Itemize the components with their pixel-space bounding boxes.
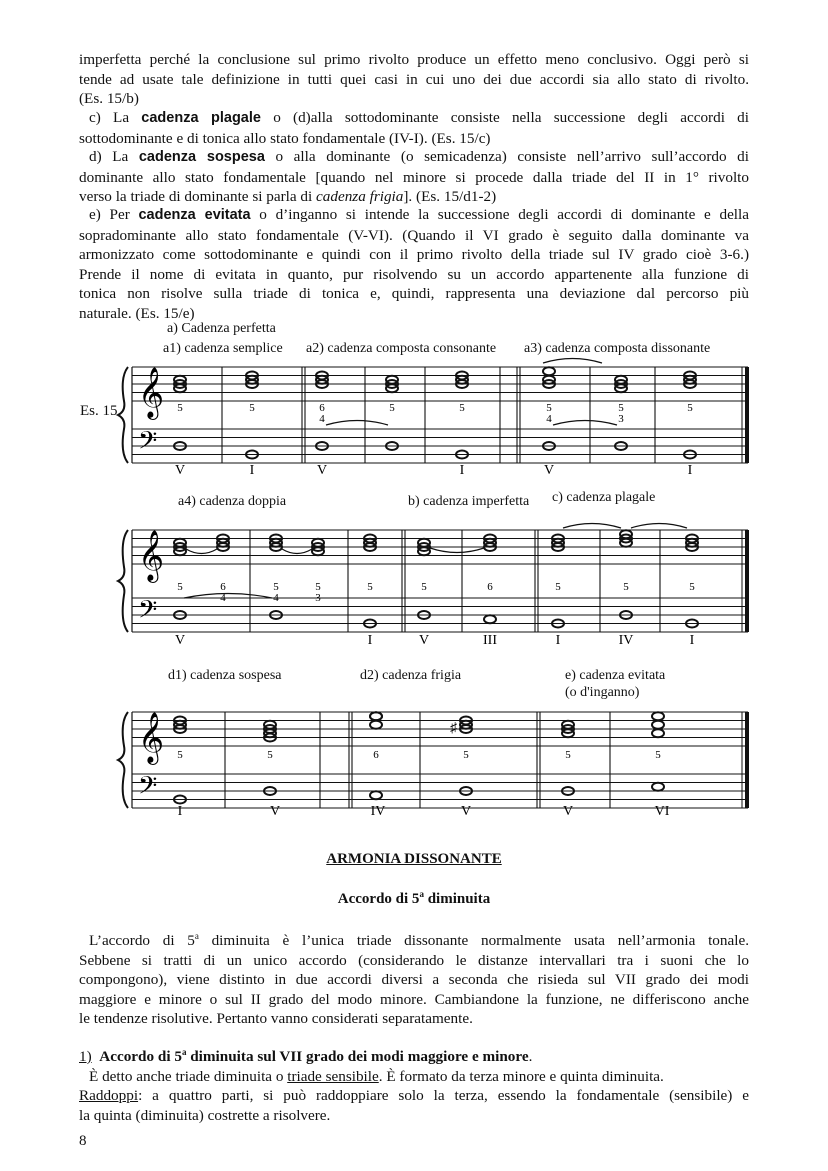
figured-bass-number: 5 (267, 749, 273, 761)
section-title: ARMONIA DISSONANTE (326, 851, 502, 867)
figured-bass-number: 5 (459, 402, 465, 414)
figured-bass-number: 5 (389, 402, 395, 414)
figured-bass-number: 4 (273, 592, 279, 604)
text-line: e) Per cadenza evitata o d’inganno si intende la successione degli accordi di dominante e della (89, 206, 749, 223)
figured-bass-number: 5 (273, 581, 279, 593)
roman-numeral: V (174, 633, 186, 648)
caption-cadenza-perfetta: a) Cadenza perfetta (167, 321, 276, 336)
paragraph-deceptive (79, 205, 749, 323)
figured-bass-number: 5 (249, 402, 255, 414)
text-line: d) La cadenza sospesa o alla dominante (o semicadenza) consiste nell’arrivo sull’accordo di (89, 148, 749, 165)
whole-note (370, 712, 382, 720)
figured-bass-number: 5 (367, 581, 373, 593)
term-cadenza-plagale: cadenza plagale (141, 110, 261, 126)
whole-note (370, 721, 382, 729)
bass-clef-icon: 𝄢 (138, 772, 158, 806)
treble-clef-icon: 𝄞 (138, 531, 165, 580)
roman-numeral: I (367, 633, 373, 648)
example-label: Es. 15 (80, 403, 118, 419)
paragraph-suspended (79, 147, 749, 207)
figured-bass-number: 6 (319, 402, 325, 414)
term-cadenza-evitata: cadenza evitata (138, 207, 251, 223)
paragraph-plagal (79, 108, 749, 148)
figured-bass-number: 5 (555, 581, 561, 593)
text-line: (Es. 15/b) (79, 90, 139, 107)
brace (118, 712, 128, 808)
text-line: la quinta (diminuita) costrette a risolvere. (79, 1106, 331, 1124)
brace (118, 367, 128, 463)
figured-bass-number: 5 (315, 581, 321, 593)
figured-bass-number: 6 (373, 749, 379, 761)
tie (326, 421, 388, 426)
text-line: dominante allo stato fondamentale [quando nel minore si procede dalla triade del II in 1° rivolto (79, 168, 749, 186)
bass-clef-icon: 𝄢 (138, 427, 158, 461)
caption-d1: d1) cadenza sospesa (168, 668, 282, 683)
text-line: Prende il nome di evitata in quanto, pur risolvendo su un accordo appartenente alla funzione di (79, 265, 749, 283)
caption-a2: a2) cadenza composta consonante (306, 341, 497, 356)
figured-bass-number: 5 (177, 749, 183, 761)
caption-c: c) cadenza plagale (552, 490, 656, 505)
text-line: Sebbene si tratti di un unico accordo (considerando le distanze intervallari tra i suoni che lo (79, 951, 749, 969)
whole-note (652, 729, 664, 737)
music-system-row2 (0, 510, 828, 655)
figured-bass-number: 5 (463, 749, 469, 761)
figured-bass-number: 3 (315, 592, 321, 604)
roman-numeral: V (562, 804, 574, 819)
figured-bass-number: 5 (687, 402, 693, 414)
roman-numeral: I (555, 633, 561, 648)
tie (543, 359, 602, 364)
text-line: tende ad usate tale definizione in tutti quei casi in cui uno dei due accordi sia allo stato di rivolto. (79, 70, 749, 88)
figured-bass-number: 5 (565, 749, 571, 761)
roman-numeral: IV (618, 633, 634, 648)
item-1 (79, 1043, 749, 1125)
tie (430, 548, 484, 553)
figured-bass-number: 6 (487, 581, 493, 593)
caption-a3: a3) cadenza composta dissonante (524, 341, 711, 356)
roman-numeral: III (483, 633, 497, 648)
brace (118, 530, 128, 632)
page-number: 8 (79, 1133, 87, 1149)
text-line: armonizzato come sottodominante e quindi con il primo rivolto della triade sul IV grado cioè 3-6.) (79, 246, 749, 263)
roman-numeral: VI (654, 804, 670, 819)
roman-numeral: V (543, 463, 555, 478)
roman-numeral: V (174, 463, 186, 478)
text-line: verso la triade di dominante si parla di cadenza frigia]. (Es. 15/d1-2) (79, 188, 497, 205)
roman-numeral: I (687, 463, 693, 478)
whole-note (652, 712, 664, 720)
music-system-row3 (0, 700, 828, 825)
roman-numeral: I (249, 463, 255, 478)
caption-a4: a4) cadenza doppia (178, 494, 287, 509)
text-line: maggiore e minore o sul II grado del modo minore. Cambiandone la funzione, ne differiscono anche (79, 990, 749, 1008)
whole-note (652, 783, 664, 791)
term-cadenza-frigia: cadenza frigia (316, 188, 404, 205)
figured-bass-number: 5 (421, 581, 427, 593)
figured-bass-number: 5 (618, 402, 624, 414)
sharp-icon: ♯ (450, 721, 457, 736)
figured-bass-number: 5 (655, 749, 661, 761)
text-line: le tendenze risolutive. Pertanto vanno considerati separatamente. (79, 1010, 473, 1028)
figured-bass-number: 5 (177, 581, 183, 593)
text-line: È detto anche triade diminuita o triade sensibile. È formato da terza minore e quinta diminuita. (89, 1067, 664, 1085)
text-line: naturale. (Es. 15/e) (79, 304, 195, 322)
text-line: imperfetta perché la conclusione sul primo rivolto produce un effetto meno conclusivo. Oggi però si (79, 51, 749, 68)
text-line: c) La cadenza plagale o (d)alla sottodominante consiste nella successione degli accordi di (89, 109, 749, 126)
figured-bass-number: 3 (618, 413, 624, 425)
whole-note (652, 721, 664, 729)
text-line: Raddoppi: a quattro parti, si può raddoppiare solo la terza, essendo la fondamentale (sensibile) e (79, 1087, 749, 1105)
tie (631, 524, 687, 529)
roman-numeral: I (689, 633, 695, 648)
music-system-row1 (0, 355, 828, 480)
whole-note (370, 791, 382, 799)
final-barline (745, 530, 749, 632)
roman-numeral: V (269, 804, 281, 819)
item-1-heading: 1) Accordo di 5$^a$ diminuita sul VII grado dei modi maggiore e minore. (79, 1047, 533, 1066)
text-line: sopradominante allo stato fondamentale (V-VI). (Quando il VI grado è seguito dalla dominante va (79, 226, 749, 244)
treble-clef-icon: 𝄞 (138, 713, 165, 762)
treble-clef-icon: 𝄞 (138, 368, 165, 417)
tie (184, 594, 272, 599)
caption-e-alt: (o d'inganno) (565, 685, 640, 700)
tie (563, 524, 621, 529)
figured-bass-number: 4 (319, 413, 325, 425)
figured-bass-number: 6 (220, 581, 226, 593)
whole-note (484, 615, 496, 623)
tie (282, 549, 312, 554)
intro-paragraph (79, 50, 749, 109)
caption-e: e) cadenza evitata (565, 668, 666, 683)
paragraph-diminished (79, 927, 749, 1029)
tie (186, 549, 217, 554)
bass-clef-icon: 𝄢 (138, 596, 158, 630)
final-barline (745, 367, 749, 463)
roman-numeral: V (418, 633, 430, 648)
text-line: sottodominante e di tonica allo stato fondamentale (IV-I). (Es. 15/c) (79, 129, 491, 147)
tie (553, 421, 617, 426)
roman-numeral: V (460, 804, 472, 819)
figured-bass-number: 4 (220, 592, 226, 604)
figured-bass-number: 5 (689, 581, 695, 593)
caption-b: b) cadenza imperfetta (408, 494, 530, 509)
text-line: L’accordo di 5$^a$ diminuita è l’unica triade dissonante normalmente usata nell’armonia tonale. (89, 931, 749, 950)
whole-note (543, 367, 555, 375)
roman-numeral: V (316, 463, 328, 478)
figured-bass-number: 5 (546, 402, 552, 414)
roman-numeral: I (459, 463, 465, 478)
roman-numeral: IV (370, 804, 386, 819)
subsection-title: Accordo di 5$^a$ diminuita (337, 889, 491, 907)
final-barline (745, 712, 749, 808)
term-cadenza-sospesa: cadenza sospesa (138, 149, 265, 165)
figured-bass-number: 5 (623, 581, 629, 593)
figured-bass-number: 4 (546, 413, 552, 425)
caption-d2: d2) cadenza frigia (360, 668, 462, 683)
caption-a1: a1) cadenza semplice (163, 341, 283, 356)
roman-numeral: I (177, 804, 183, 819)
figured-bass-number: 5 (177, 402, 183, 414)
text-line: tonica non risolve sulla triade di tonica e, quindi, rappresenta una deviazione dal percorso più (79, 285, 749, 302)
text-line: compongono), viene distinto in due accordi diversi a seconda che risieda sul VII grado dei modi (79, 971, 749, 989)
